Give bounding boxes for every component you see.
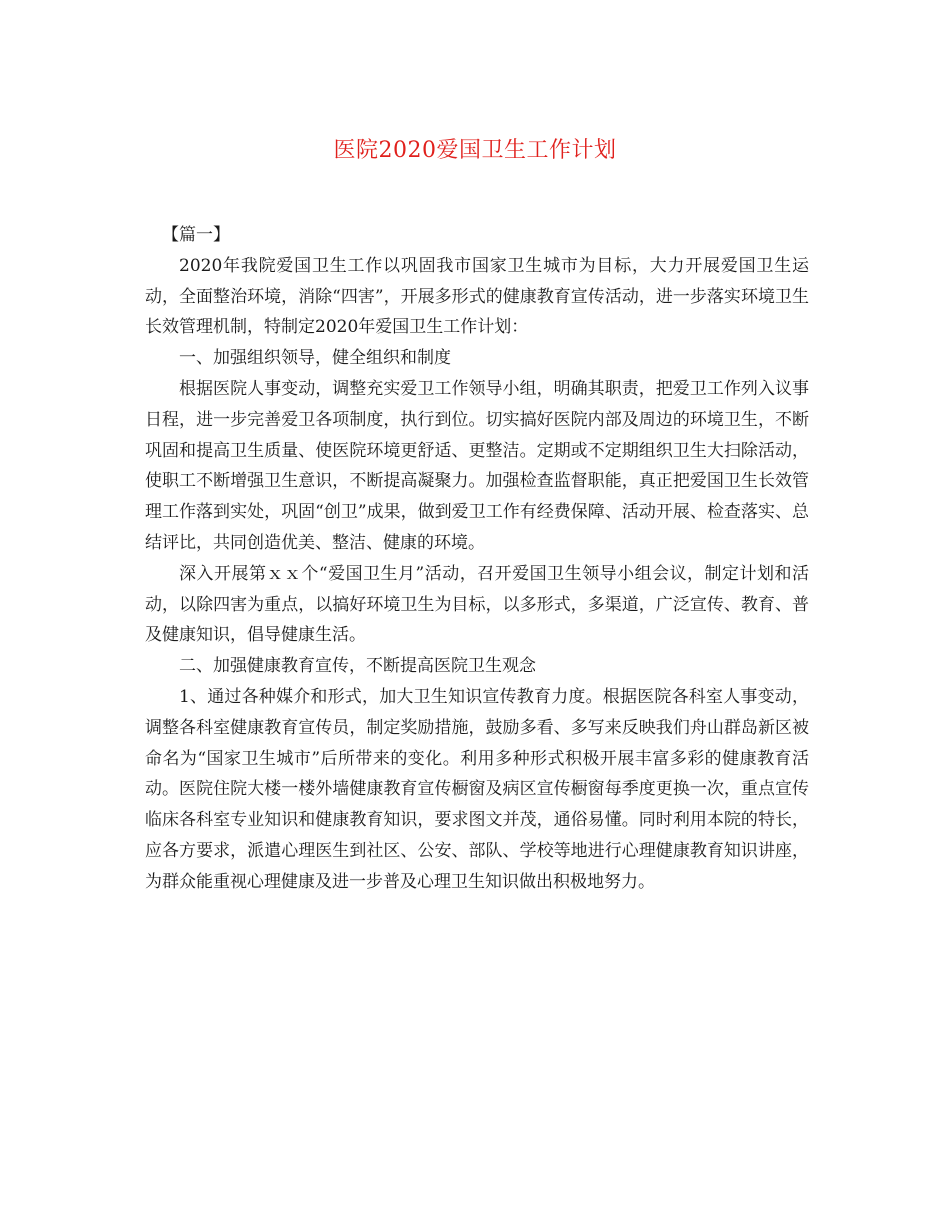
heading-organization: 一、加强组织领导，健全组织和制度: [179, 348, 451, 369]
document-body: [145, 220, 809, 898]
health-education-paragraph: 1、通过各种媒介和形式，加大卫生知识宣传教育力度。根据医院各科室人事变动，调整各科室健康教育宣传员，制定奖励措施，鼓励多看、多写来反映我们舟山群岛新区被命名为“国家卫生城市”后所带来的变化。利用多种形式积极开展丰富多彩的健康教育活动。医院住院大楼一楼外墙健康教育宣传橱窗及病区宣传橱窗每季度更换一次，重点宣传临床各科室专业知识和健康教育知识，要求图文并茂，通俗易懂。同时利用本院的特长，应各方要求，派遣心理医生到社区、公安、部队、学校等地进行心理健康教育知识讲座，为群众能重视心理健康及进一步普及心理卫生知识做出积极地努力。: [145, 686, 809, 892]
section-label: 【篇一】: [162, 225, 230, 245]
health-month-paragraph: 深入开展第ｘｘ个“爱国卫生月”活动，召开爱国卫生领导小组会议，制定计划和活动，以除四害为重点，以搞好环境卫生为目标，以多形式，多渠道，广泛宣传、教育、普及健康知识，倡导健康生活。: [145, 563, 809, 646]
document-title: 医院2020爱国卫生工作计划: [333, 138, 617, 163]
intro-paragraph: 2020年我院爱国卫生工作以巩固我市国家卫生城市为目标，大力开展爱国卫生运动，全面整治环境，消除“四害”，开展多形式的健康教育宣传活动，进一步落实环境卫生长效管理机制，特制定2020年爱国卫生工作计划：: [145, 255, 809, 338]
organization-paragraph: 根据医院人事变动，调整充实爱卫工作领导小组，明确其职责，把爱卫工作列入议事日程，进一步完善爱卫各项制度，执行到位。切实搞好医院内部及周边的环境卫生，不断巩固和提高卫生质量、使医院环境更舒适、更整洁。定期或不定期组织卫生大扫除活动，使职工不断增强卫生意识，不断提高凝聚力。加强检查监督职能，真正把爱国卫生长效管理工作落到实处，巩固“创卫”成果，做到爱卫工作有经费保障、活动开展、检查落实、总结评比，共同创造优美、整洁、健康的环境。: [145, 378, 809, 553]
heading-health-education: 二、加强健康教育宣传，不断提高医院卫生观念: [179, 656, 536, 677]
